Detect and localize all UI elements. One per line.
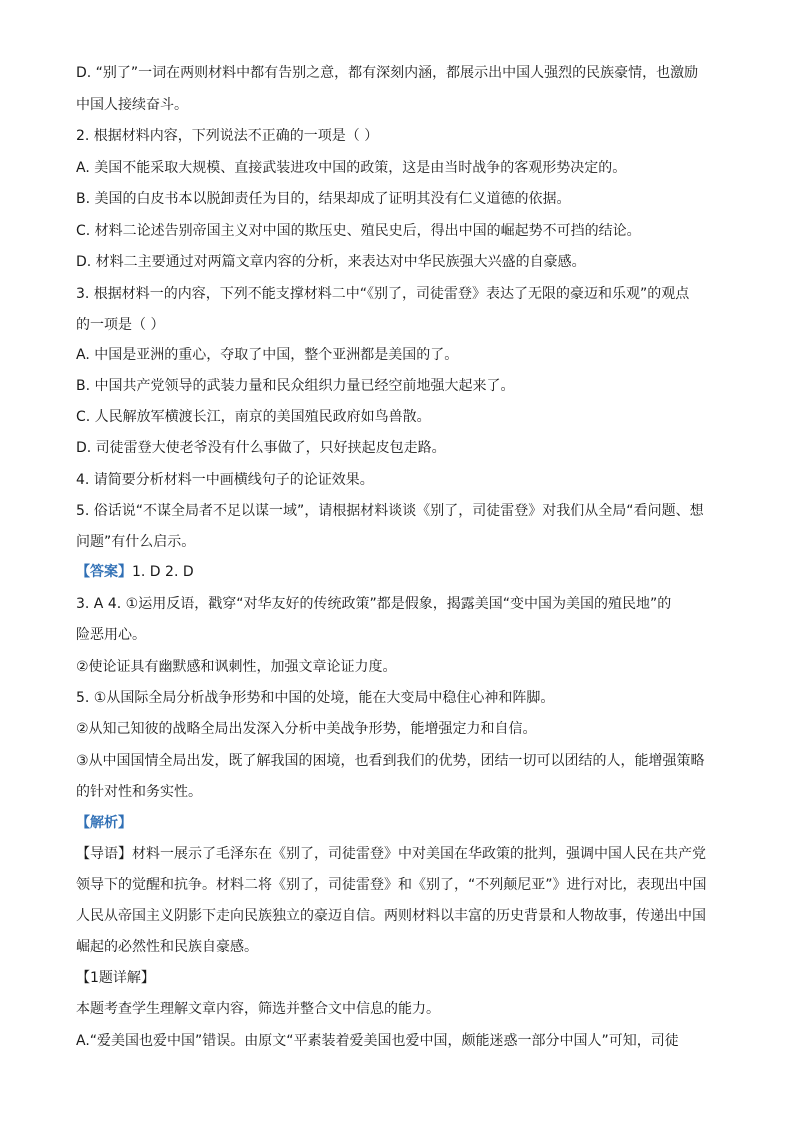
intro-line-2: 领导下的觉醒和抗争。材料二将《别了，司徒雷登》和《别了，“不列颠尼亚”》进行对比，表现出中国 xyxy=(76,877,707,893)
answer-line-5: 5. ①从国际全局分析战争形势和中国的处境，能在大变局中稳住心神和阵脚。 xyxy=(76,690,555,706)
q2-option-d: D. 材料二主要通过对两篇文章内容的分析，来表达对中华民族强大兴盛的自豪感。 xyxy=(76,254,586,270)
q1-detail-heading: 【1题详解】 xyxy=(76,970,155,986)
q3-option-a: A. 中国是亚洲的重心，夺取了中国，整个亚洲都是美国的了。 xyxy=(76,347,459,363)
q2-option-a: A. 美国不能采取大规模、直接武装进攻中国的政策，这是由当时战争的客观形势决定的。 xyxy=(76,160,627,176)
q1-detail-line-1: 本题考查学生理解文章内容，筛选并整合文中信息的能力。 xyxy=(76,1001,440,1017)
q3-option-b: B. 中国共产党领导的武装力量和民众组织力量已经空前地强大起来了。 xyxy=(76,378,515,394)
answer-1-2: 1. D 2. D xyxy=(132,564,194,580)
question-2: 2. 根据材料内容，下列说法不正确的一项是（ ） xyxy=(76,128,379,144)
question-5-line-1: 5. 俗话说“不谋全局者不足以谋一域”，请根据材料谈谈《别了，司徒雷登》对我们从全局“看问题、想 xyxy=(76,503,704,519)
q3-option-c: C. 人民解放军横渡长江，南京的美国殖民政府如鸟兽散。 xyxy=(76,409,431,425)
question-3-line-1: 3. 根据材料一的内容，下列不能支撑材料二中“《别了，司徒雷登》表达了无限的豪迈和乐观”的观点 xyxy=(76,286,690,302)
option-d-line-2: 中国人接续奋斗。 xyxy=(76,97,188,113)
answer-tag: 【答案】 xyxy=(76,564,132,580)
q3-option-d: D. 司徒雷登大使老爷没有什么事做了，只好挟起皮包走路。 xyxy=(76,440,446,456)
answer-line-8: 的针对性和务实性。 xyxy=(76,784,202,800)
intro-line-1: 【导语】材料一展示了毛泽东在《别了，司徒雷登》中对美国在华政策的批判，强调中国人民在共产党 xyxy=(76,846,706,862)
answer-line-1 xyxy=(76,562,726,582)
question-3-line-2: 的一项是（ ） xyxy=(76,317,165,333)
analysis-heading xyxy=(76,813,726,833)
answer-line-2: 3. A 4. ①运用反语，戳穿“对华友好的传统政策”都是假象，揭露美国“变中国为美国的殖民地”的 xyxy=(76,596,672,612)
q1-detail-line-2: A.“爱美国也爱中国”错误。由原文“平素装着爱美国也爱中国，颇能迷惑一部分中国人”可知，司徒 xyxy=(76,1033,679,1049)
answer-line-4: ②使论证具有幽默感和讽刺性，加强文章论证力度。 xyxy=(76,659,397,675)
answer-line-6: ②从知己知彼的战略全局出发深入分析中美战争形势，能增强定力和自信。 xyxy=(76,721,537,737)
analysis-tag: 【解析】 xyxy=(76,815,132,831)
intro-line-4: 崛起的必然性和民族自豪感。 xyxy=(76,939,258,955)
intro-line-3: 人民从帝国主义阴影下走向民族独立的豪迈自信。两则材料以丰富的历史背景和人物故事，传递出中国 xyxy=(76,908,706,924)
answer-line-7: ③从中国国情全局出发，既了解我国的困境，也看到我们的优势，团结一切可以团结的人，能增强策略 xyxy=(76,753,705,769)
option-d-line-1: D. “别了”一词在两则材料中都有告别之意，都有深刻内涵，都展示出中国人强烈的民族豪情，也激励 xyxy=(76,65,699,81)
question-5-line-2: 问题”有什么启示。 xyxy=(76,534,196,550)
q2-option-b: B. 美国的白皮书本以脱卸责任为目的，结果却成了证明其没有仁义道德的依据。 xyxy=(76,191,571,207)
answer-line-3: 险恶用心。 xyxy=(76,627,146,643)
question-4: 4. 请简要分析材料一中画横线句子的论证效果。 xyxy=(76,472,374,488)
q2-option-c: C. 材料二论述告别帝国主义对中国的欺压史、殖民史后，得出中国的崛起势不可挡的结论。 xyxy=(76,223,641,239)
